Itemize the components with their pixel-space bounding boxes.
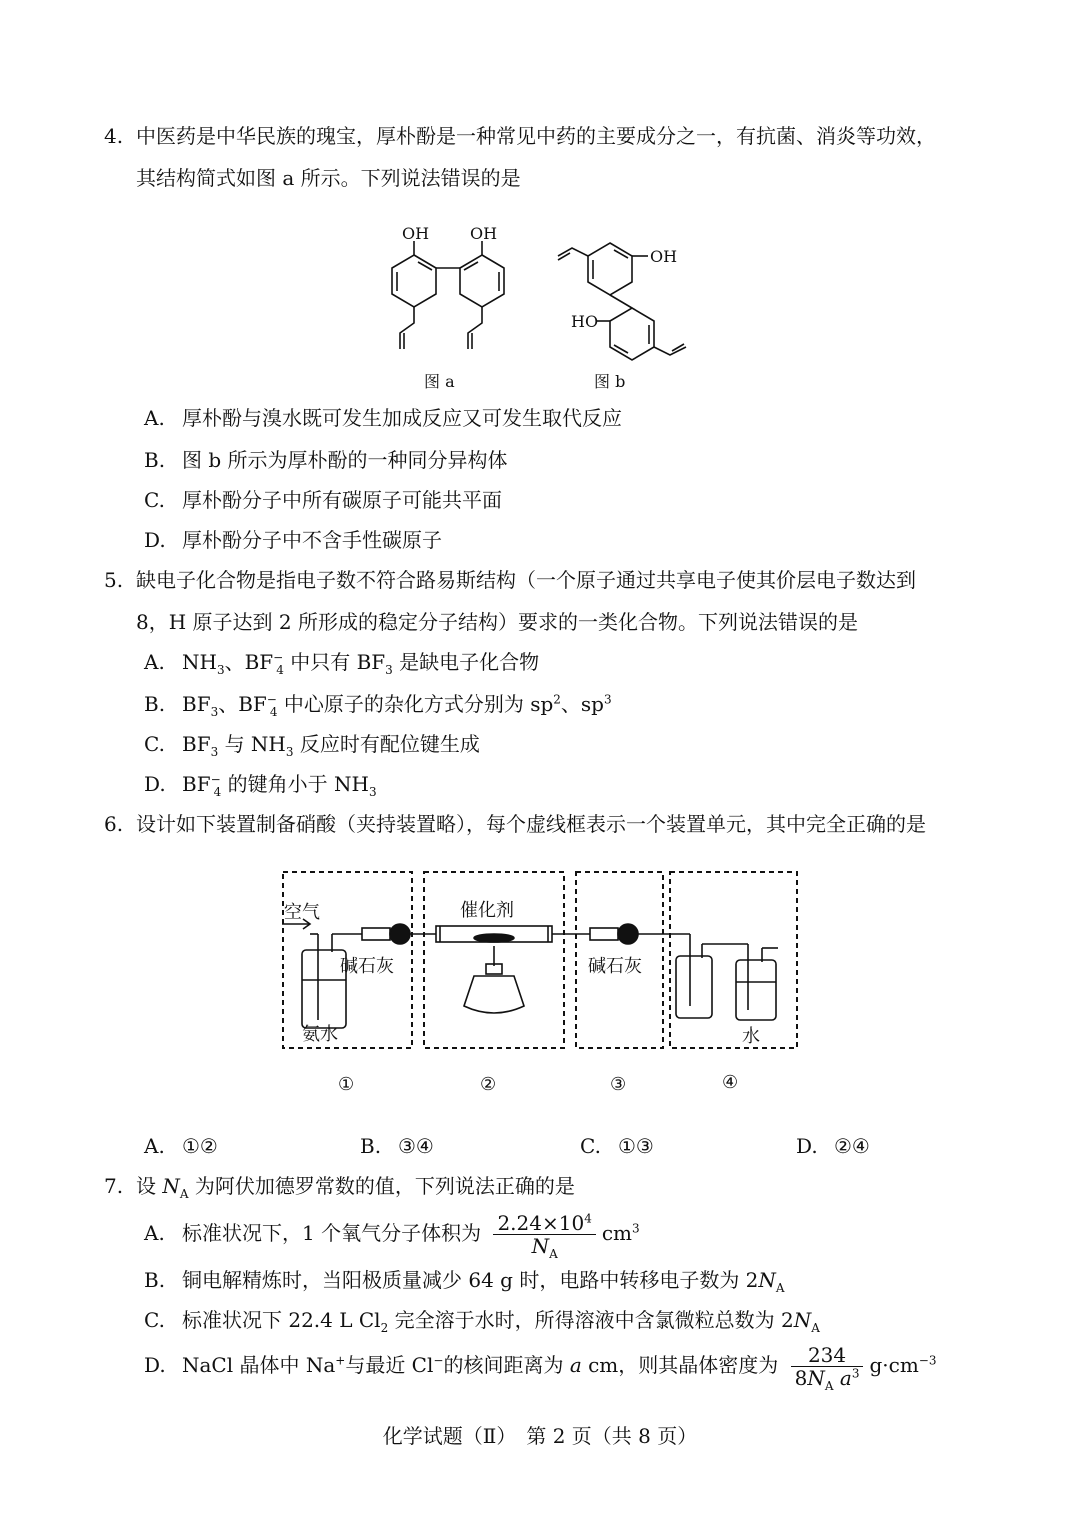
option-text: 图 b 所示为厚朴酚的一种同分异构体 bbox=[182, 448, 508, 472]
option-letter: B. bbox=[144, 448, 166, 472]
option-letter: C. bbox=[580, 1134, 601, 1158]
q5-stem-line-1 bbox=[104, 566, 916, 594]
q7-stem-text: 为阿伏加德罗常数的值，下列说法正确的是 bbox=[188, 1174, 575, 1198]
q6-option-c bbox=[580, 1132, 654, 1160]
option-letter: A. bbox=[144, 406, 165, 430]
option-letter: B. bbox=[360, 1134, 382, 1158]
option-text: 铜电解精炼时，当阳极质量减少 64 g 时，电路中转移电子数为 2 bbox=[182, 1268, 759, 1292]
superscript: 2 bbox=[553, 692, 561, 707]
q5-option-a bbox=[144, 648, 539, 676]
q4-option-b bbox=[144, 446, 508, 474]
unit-text: g·cm bbox=[869, 1353, 919, 1377]
option-letter: A. bbox=[144, 1221, 165, 1245]
option-text: 的键角小于 NH bbox=[221, 772, 369, 796]
q4-stem-text-1: 中医药是中华民族的瑰宝，厚朴酚是一种常见中药的主要成分之一，有抗菌、消炎等功效， bbox=[136, 124, 936, 148]
option-letter: C. bbox=[144, 1308, 165, 1332]
option-text: 标准状况下，1 个氧气分子体积为 bbox=[182, 1221, 482, 1245]
superscript: − bbox=[273, 650, 284, 665]
oh-label-b: OH bbox=[650, 247, 678, 266]
question-number: 5. bbox=[104, 568, 124, 592]
figure-b-caption: 图 b bbox=[594, 372, 626, 391]
option-text: 厚朴酚分子中所有碳原子可能共平面 bbox=[182, 488, 502, 512]
option-letter: A. bbox=[144, 1134, 165, 1158]
unit-text: cm bbox=[601, 1221, 633, 1245]
option-text: NaCl 晶体中 Na bbox=[182, 1353, 336, 1377]
option-letter: A. bbox=[144, 650, 165, 674]
q7-option-c bbox=[144, 1306, 820, 1334]
q7-stem-text: 设 bbox=[136, 1174, 163, 1198]
q5-stem-text-1: 缺电子化合物是指电子数不符合路易斯结构（一个原子通过共享电子使其价层电子数达到 bbox=[136, 568, 916, 592]
superscript: 4 bbox=[584, 1211, 592, 1226]
q7-option-d bbox=[144, 1340, 937, 1393]
question-number: 6. bbox=[104, 812, 124, 836]
q7-option-b bbox=[144, 1266, 785, 1294]
fraction-numerator: 234 bbox=[791, 1344, 864, 1367]
figure-a-caption: 图 a bbox=[424, 372, 455, 391]
subscript: 3 bbox=[285, 745, 294, 759]
soda-lime-label-1: 碱石灰 bbox=[340, 956, 394, 977]
subscript: 2 bbox=[380, 1321, 389, 1335]
option-text: ③④ bbox=[398, 1134, 434, 1158]
subscript: 3 bbox=[216, 663, 225, 677]
option-letter: C. bbox=[144, 732, 165, 756]
water-label: 水 bbox=[742, 1026, 760, 1047]
superscript: 3 bbox=[632, 1221, 640, 1236]
option-text: 的核间距离为 bbox=[443, 1353, 570, 1377]
ho-label-b: HO bbox=[571, 312, 599, 331]
option-letter: D. bbox=[796, 1134, 818, 1158]
formula-text: NH bbox=[182, 650, 217, 674]
option-text: ①② bbox=[182, 1134, 218, 1158]
q4-option-d bbox=[144, 526, 442, 554]
superscript: − bbox=[433, 1353, 444, 1368]
q6-option-b bbox=[360, 1132, 434, 1160]
avogadro-symbol: N bbox=[758, 1268, 776, 1292]
oh-label-a-left: OH bbox=[402, 224, 430, 243]
q6-option-d bbox=[796, 1132, 870, 1160]
superscript: + bbox=[335, 1353, 346, 1368]
q5-stem-line-2 bbox=[136, 608, 858, 636]
avogadro-symbol: N bbox=[793, 1308, 812, 1332]
question-number: 7. bbox=[104, 1174, 124, 1198]
option-text: ②④ bbox=[834, 1134, 870, 1158]
unit-4-box bbox=[670, 872, 797, 1048]
unit-label-1: ① bbox=[338, 1074, 355, 1095]
option-letter: B. bbox=[144, 1268, 166, 1292]
q5-option-c bbox=[144, 730, 480, 758]
option-text: 是缺电子化合物 bbox=[392, 650, 540, 674]
subscript: 3 bbox=[210, 745, 219, 759]
page-footer: 化学试题（Ⅱ） 第 2 页（共 8 页） bbox=[382, 1424, 698, 1448]
option-text: 中只有 BF bbox=[283, 650, 386, 674]
denominator-text: 8 bbox=[794, 1366, 808, 1390]
q4-stem-line-2 bbox=[136, 164, 521, 192]
variable-a: a bbox=[569, 1353, 582, 1377]
unit-label-4: ④ bbox=[722, 1072, 739, 1093]
q6-apparatus-diagram bbox=[0, 860, 1080, 1100]
air-label: 空气 bbox=[284, 902, 320, 923]
option-text: ①③ bbox=[618, 1134, 654, 1158]
subscript: 3 bbox=[368, 785, 377, 799]
q4-option-c bbox=[144, 486, 502, 514]
question-number: 4. bbox=[104, 124, 124, 148]
q4-structure-figures bbox=[0, 215, 1080, 415]
option-text: 完全溶于水时，所得溶液中含氯微粒总数为 2 bbox=[388, 1308, 794, 1332]
avogadro-symbol: N bbox=[807, 1366, 825, 1390]
superscript: − bbox=[210, 772, 221, 787]
unit-label-3: ③ bbox=[610, 1074, 627, 1095]
fraction-denominator bbox=[791, 1366, 864, 1393]
avogadro-symbol: N bbox=[531, 1234, 550, 1258]
subscript: 3 bbox=[210, 705, 219, 719]
option-text: 与最近 Cl bbox=[345, 1353, 434, 1377]
subscript: 4 bbox=[269, 705, 278, 719]
q5-option-b bbox=[144, 690, 612, 718]
option-letter: C. bbox=[144, 488, 165, 512]
subscript: 4 bbox=[213, 785, 222, 799]
subscript: A bbox=[811, 1321, 820, 1335]
unit-label-2: ② bbox=[480, 1074, 497, 1095]
formula-text: BF bbox=[182, 732, 211, 756]
q4-stem-text-2: 其结构简式如图 a 所示。下列说法错误的是 bbox=[136, 166, 521, 190]
numerator-text: 2.24×10 bbox=[497, 1211, 585, 1235]
option-text: 厚朴酚与溴水既可发生加成反应又可发生取代反应 bbox=[182, 406, 622, 430]
subscript: 4 bbox=[276, 663, 284, 677]
subscript: A bbox=[179, 1187, 189, 1201]
option-text: 厚朴酚分子中不含手性碳原子 bbox=[182, 528, 442, 552]
superscript: −3 bbox=[918, 1353, 937, 1368]
q6-stem-text: 设计如下装置制备硝酸（夹持装置略），每个虚线框表示一个装置单元，其中完全正确的是 bbox=[136, 812, 926, 836]
q5-stem-text-2: 8，H 原子达到 2 所形成的稳定分子结构）要求的一类化合物。下列说法错误的是 bbox=[136, 610, 858, 634]
formula-text: 、BF bbox=[218, 692, 267, 716]
subscript: 3 bbox=[385, 663, 393, 677]
q4-stem-line-1 bbox=[104, 122, 936, 150]
option-text: 与 NH bbox=[218, 732, 286, 756]
ammonia-label: 氨水 bbox=[302, 1024, 338, 1045]
q5-option-d bbox=[144, 770, 377, 798]
fraction-denominator bbox=[493, 1234, 595, 1261]
option-text: 标准状况下 22.4 L Cl bbox=[182, 1308, 381, 1332]
soda-lime-label-2: 碱石灰 bbox=[588, 956, 642, 977]
option-text: 中心原子的杂化方式分别为 sp bbox=[277, 692, 554, 716]
superscript: 3 bbox=[851, 1366, 860, 1381]
superscript: − bbox=[266, 692, 277, 707]
option-letter: D. bbox=[144, 528, 166, 552]
q7-option-a bbox=[144, 1208, 640, 1261]
option-text: cm，则其晶体密度为 bbox=[581, 1353, 779, 1377]
formula-text: BF bbox=[182, 692, 211, 716]
option-letter: D. bbox=[144, 772, 166, 796]
fraction-numerator bbox=[493, 1212, 595, 1235]
q6-option-a bbox=[144, 1132, 218, 1160]
subscript: A bbox=[775, 1281, 785, 1295]
option-letter: B. bbox=[144, 692, 166, 716]
q7-stem bbox=[104, 1172, 575, 1200]
catalyst-label: 催化剂 bbox=[460, 900, 514, 921]
avogadro-symbol: N bbox=[162, 1174, 180, 1198]
subscript: A bbox=[549, 1247, 558, 1261]
superscript: 3 bbox=[604, 692, 612, 707]
option-letter: D. bbox=[144, 1353, 166, 1377]
q6-stem bbox=[104, 810, 926, 838]
formula-text: BF bbox=[182, 772, 211, 796]
subscript: A bbox=[824, 1379, 834, 1393]
option-text: 反应时有配位键生成 bbox=[293, 732, 480, 756]
option-text: 、sp bbox=[560, 692, 604, 716]
fraction bbox=[791, 1343, 864, 1393]
fraction bbox=[493, 1211, 595, 1261]
oh-label-a-right: OH bbox=[470, 224, 498, 243]
q4-option-a bbox=[144, 404, 622, 432]
formula-text: 、BF bbox=[224, 650, 274, 674]
variable-a: a bbox=[833, 1366, 852, 1390]
